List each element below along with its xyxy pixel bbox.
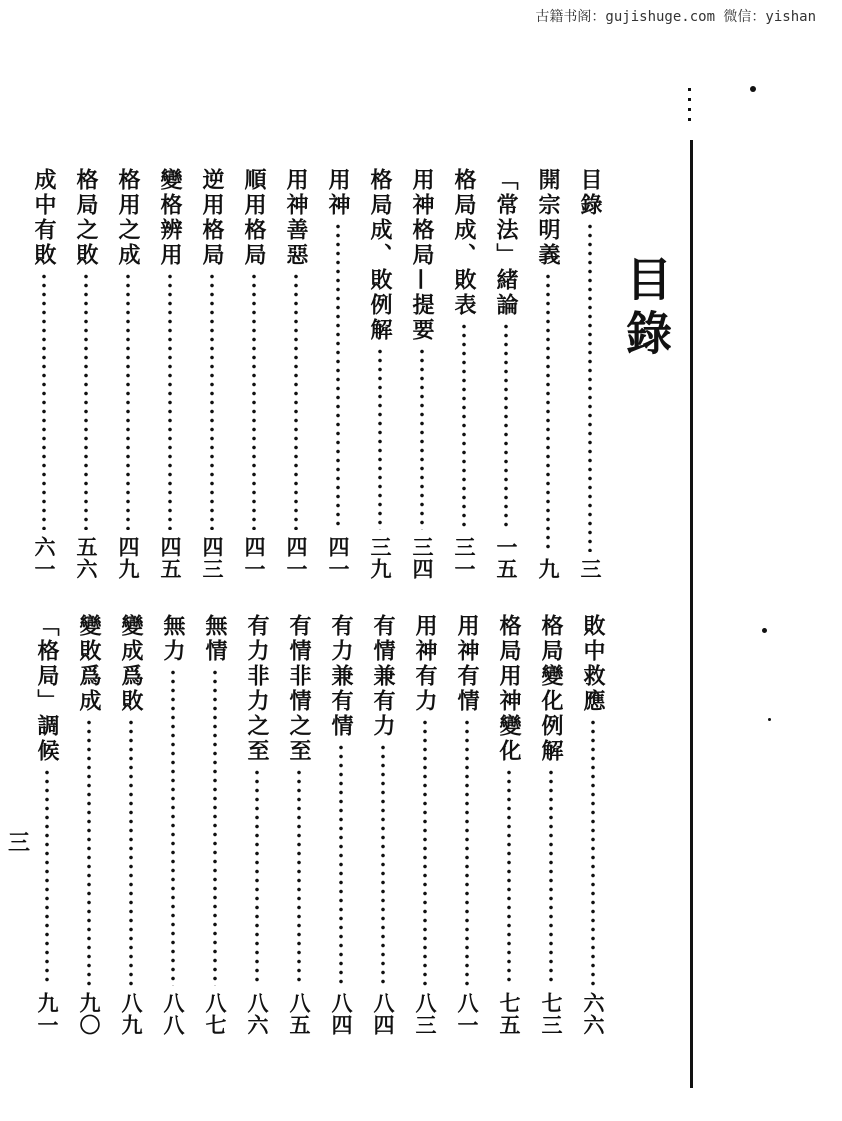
- dot-leader: [297, 768, 301, 986]
- entry-title: 有力非力之至: [244, 614, 270, 764]
- entry-title: 變格辨用: [157, 168, 183, 268]
- entry-title: 開宗明義: [535, 168, 561, 268]
- binding-dots: [688, 88, 691, 128]
- toc-entry[interactable]: [575, 168, 605, 580]
- toc-entry[interactable]: [323, 168, 353, 580]
- entry-page-number: 一五: [494, 536, 519, 580]
- ink-speck: [768, 718, 771, 721]
- entry-title: 無情: [202, 614, 228, 664]
- dot-leader: [336, 222, 340, 530]
- entry-page-number: 八九: [119, 992, 144, 1036]
- dot-leader: [420, 347, 424, 530]
- entry-title: 「常法」緒論: [493, 168, 519, 318]
- entry-page-number: 九〇: [77, 992, 102, 1036]
- entry-title: 敗中救應: [580, 614, 606, 714]
- entry-page-number: 三九: [368, 536, 393, 580]
- dot-leader: [84, 272, 88, 530]
- binding-line: [690, 140, 693, 1085]
- dot-leader: [423, 718, 427, 986]
- dot-leader: [129, 718, 133, 986]
- entry-page-number: 五六: [74, 536, 99, 580]
- entry-title: 格局之敗: [73, 168, 99, 268]
- toc-entry[interactable]: [494, 614, 524, 1036]
- dot-leader: [87, 718, 91, 986]
- dot-leader: [213, 668, 217, 986]
- entry-page-number: 四九: [116, 536, 141, 580]
- dot-leader: [42, 272, 46, 530]
- dot-leader: [504, 322, 508, 530]
- toc-entry[interactable]: [368, 614, 398, 1036]
- entry-page-number: 七三: [539, 992, 564, 1036]
- toc-entry[interactable]: [32, 614, 62, 1036]
- toc-entry[interactable]: [449, 168, 479, 580]
- dot-leader: [465, 718, 469, 986]
- entry-page-number: 八四: [371, 992, 396, 1036]
- entry-page-number: 八三: [413, 992, 438, 1036]
- toc-entry[interactable]: [407, 168, 437, 580]
- dot-leader: [339, 743, 343, 986]
- toc-entry[interactable]: [326, 614, 356, 1036]
- dot-leader: [210, 272, 214, 530]
- entry-page-number: 八一: [455, 992, 480, 1036]
- dot-leader: [252, 272, 256, 530]
- toc-entry[interactable]: [536, 614, 566, 1036]
- dot-leader: [549, 768, 553, 986]
- toc-entry[interactable]: [452, 614, 482, 1036]
- entry-page-number: 三一: [452, 536, 477, 580]
- toc-entry[interactable]: [155, 168, 185, 580]
- entry-title: 成中有敗: [31, 168, 57, 268]
- toc-entry[interactable]: [113, 168, 143, 580]
- entry-title: 格局成、敗例解: [367, 168, 393, 343]
- entry-title: 變成爲敗: [118, 614, 144, 714]
- entry-title: 「格局」調候: [34, 614, 60, 764]
- dot-leader: [381, 743, 385, 986]
- entry-page-number: 四一: [326, 536, 351, 580]
- entry-title: 有情兼有力: [370, 614, 396, 739]
- entry-page-number: 三四: [410, 536, 435, 580]
- entry-page-number: 七五: [497, 992, 522, 1036]
- entry-page-number: 九一: [35, 992, 60, 1036]
- entry-page-number: 六一: [32, 536, 57, 580]
- dot-leader: [255, 768, 259, 986]
- entry-page-number: 八六: [245, 992, 270, 1036]
- entry-title: 用神有力: [412, 614, 438, 714]
- ink-speck: [750, 86, 756, 92]
- entry-title: 有情非情之至: [286, 614, 312, 764]
- dot-leader: [588, 222, 592, 552]
- dot-leader: [126, 272, 130, 530]
- toc-entry[interactable]: [578, 614, 608, 1036]
- entry-title: 格局用神變化: [496, 614, 522, 764]
- dot-leader: [294, 272, 298, 530]
- page-folio-number: 三: [8, 830, 31, 856]
- toc-entry[interactable]: [281, 168, 311, 580]
- entry-title: 用神格局—提要: [409, 168, 435, 343]
- entry-title: 用神: [325, 168, 351, 218]
- toc-entry[interactable]: [491, 168, 521, 580]
- entry-page-number: 八七: [203, 992, 228, 1036]
- entry-title: 變敗爲成: [76, 614, 102, 714]
- entry-page-number: 四一: [242, 536, 267, 580]
- ink-speck: [762, 628, 767, 633]
- entry-page-number: 四一: [284, 536, 309, 580]
- entry-page-number: 八八: [161, 992, 186, 1036]
- toc-entry[interactable]: [284, 614, 314, 1036]
- entry-title: 格局變化例解: [538, 614, 564, 764]
- toc-entry[interactable]: [533, 168, 563, 580]
- entry-title: 用神有情: [454, 614, 480, 714]
- dot-leader: [591, 718, 595, 986]
- toc-entry[interactable]: [242, 614, 272, 1036]
- page-title: 目錄: [619, 255, 673, 363]
- dot-leader: [378, 347, 382, 530]
- toc-entry[interactable]: [200, 614, 230, 1036]
- entry-title: 逆用格局: [199, 168, 225, 268]
- entry-page-number: 八四: [329, 992, 354, 1036]
- toc-entry[interactable]: [71, 168, 101, 580]
- entry-title: 用神善惡: [283, 168, 309, 268]
- dot-leader: [546, 272, 550, 552]
- entry-title: 無力: [160, 614, 186, 664]
- toc-entry[interactable]: [197, 168, 227, 580]
- entry-title: 有力兼有情: [328, 614, 354, 739]
- entry-title: 順用格局: [241, 168, 267, 268]
- toc-entry[interactable]: [116, 614, 146, 1036]
- entry-page-number: 八五: [287, 992, 312, 1036]
- toc-entry[interactable]: [74, 614, 104, 1036]
- toc-entry[interactable]: [410, 614, 440, 1036]
- dot-leader: [462, 322, 466, 530]
- entry-page-number: 六六: [581, 992, 606, 1036]
- entry-title: 格用之成: [115, 168, 141, 268]
- watermark-text: 古籍书阁：gujishuge.com 微信：yishan: [535, 9, 816, 25]
- dot-leader: [507, 768, 511, 986]
- entry-page-number: 三: [578, 558, 603, 580]
- toc-entry[interactable]: [239, 168, 269, 580]
- entry-page-number: 四三: [200, 536, 225, 580]
- toc-entry[interactable]: [29, 168, 59, 580]
- toc-entry[interactable]: [365, 168, 395, 580]
- dot-leader: [168, 272, 172, 530]
- dot-leader: [45, 768, 49, 986]
- entry-title: 目錄: [577, 168, 603, 218]
- toc-entry[interactable]: [158, 614, 188, 1036]
- entry-page-number: 四五: [158, 536, 183, 580]
- binding-foot: [690, 1072, 693, 1088]
- dot-leader: [171, 668, 175, 986]
- entry-page-number: 九: [536, 558, 561, 580]
- entry-title: 格局成、敗表: [451, 168, 477, 318]
